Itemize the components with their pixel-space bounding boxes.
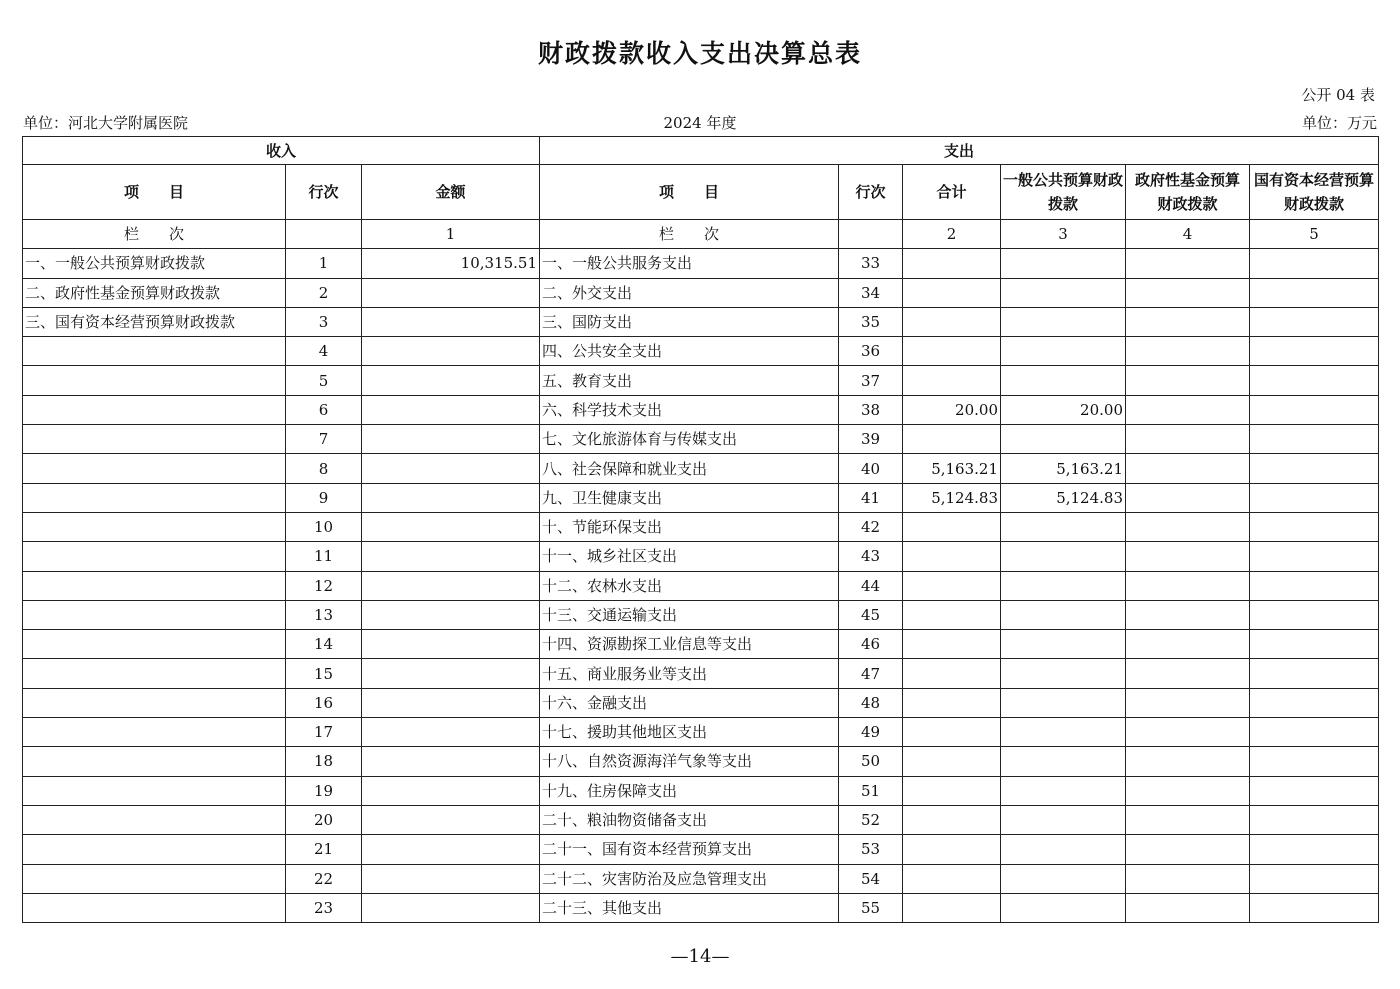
table-row: [23, 337, 1379, 366]
income-row-cell: 15: [286, 659, 362, 688]
income-row-cell: 6: [286, 395, 362, 424]
gov-fund-cell: [1126, 835, 1250, 864]
state-capital-cell: [1250, 337, 1379, 366]
expense-row-cell: 39: [839, 425, 903, 454]
income-row-cell: 17: [286, 718, 362, 747]
col-index-5: 5: [1250, 220, 1379, 249]
state-capital-cell: [1250, 805, 1379, 834]
general-budget-cell: 5,163.21: [1001, 454, 1126, 483]
income-amount-cell: [362, 542, 540, 571]
state-capital-cell: [1250, 542, 1379, 571]
state-capital-cell: [1250, 483, 1379, 512]
general-budget-cell: [1001, 600, 1126, 629]
col-label-income: 栏 次: [23, 220, 286, 249]
income-row-cell: 3: [286, 307, 362, 336]
table-row: [23, 718, 1379, 747]
income-item-cell: [23, 571, 286, 600]
income-amount-cell: [362, 805, 540, 834]
table-row: [23, 542, 1379, 571]
income-row-cell: 14: [286, 630, 362, 659]
general-budget-cell: [1001, 249, 1126, 278]
state-capital-cell: [1250, 630, 1379, 659]
income-amount-cell: [362, 776, 540, 805]
currency-unit: 单位：万元: [1301, 114, 1377, 132]
gov-fund-cell: [1126, 776, 1250, 805]
state-capital-cell: [1250, 893, 1379, 922]
gov-fund-cell: [1126, 307, 1250, 336]
table-row: [23, 747, 1379, 776]
income-row-cell: 19: [286, 776, 362, 805]
general-budget-cell: [1001, 512, 1126, 541]
income-amount-cell: [362, 425, 540, 454]
expense-item-header: 项 目: [540, 165, 839, 220]
general-budget-cell: [1001, 542, 1126, 571]
table-row: [23, 659, 1379, 688]
expense-row-cell: 34: [839, 278, 903, 307]
expense-item-cell: 四、公共安全支出: [540, 337, 839, 366]
column-index-row: [23, 220, 1379, 249]
income-amount-cell: [362, 571, 540, 600]
general-budget-cell: [1001, 278, 1126, 307]
table-row: [23, 395, 1379, 424]
income-row-header: 行次: [286, 165, 362, 220]
income-row-cell: 12: [286, 571, 362, 600]
income-amount-cell: [362, 512, 540, 541]
expense-row-cell: 41: [839, 483, 903, 512]
expense-item-cell: 十七、援助其他地区支出: [540, 718, 839, 747]
table-row: [23, 776, 1379, 805]
gov-fund-cell: [1126, 630, 1250, 659]
gov-fund-cell: [1126, 425, 1250, 454]
total-cell: [903, 249, 1001, 278]
total-cell: 5,163.21: [903, 454, 1001, 483]
table-row: [23, 278, 1379, 307]
header-row-group: [23, 137, 1379, 165]
general-budget-header: 一般公共预算财政拨款: [1001, 165, 1126, 220]
total-cell: [903, 835, 1001, 864]
col-index-empty: [839, 220, 903, 249]
general-budget-cell: [1001, 864, 1126, 893]
general-budget-cell: 20.00: [1001, 395, 1126, 424]
general-budget-cell: [1001, 893, 1126, 922]
table-row: [23, 864, 1379, 893]
gov-fund-cell: [1126, 542, 1250, 571]
expense-item-cell: 十六、金融支出: [540, 688, 839, 717]
income-row-cell: 21: [286, 835, 362, 864]
expense-row-cell: 52: [839, 805, 903, 834]
expense-row-cell: 53: [839, 835, 903, 864]
expense-item-cell: 五、教育支出: [540, 366, 839, 395]
income-amount-cell: [362, 659, 540, 688]
expense-item-cell: 十二、农林水支出: [540, 571, 839, 600]
income-amount-cell: [362, 893, 540, 922]
income-amount-cell: [362, 278, 540, 307]
income-amount-header: 金额: [362, 165, 540, 220]
income-item-cell: [23, 893, 286, 922]
reporting-unit: 单位：河北大学附属医院: [23, 114, 189, 132]
gov-fund-cell: [1126, 571, 1250, 600]
income-amount-cell: [362, 454, 540, 483]
state-capital-cell: [1250, 307, 1379, 336]
income-item-cell: [23, 864, 286, 893]
income-item-cell: [23, 425, 286, 454]
state-capital-cell: [1250, 747, 1379, 776]
income-item-cell: [23, 395, 286, 424]
state-capital-cell: [1250, 425, 1379, 454]
gov-fund-header: 政府性基金预算财政拨款: [1126, 165, 1250, 220]
total-cell: [903, 805, 1001, 834]
expense-item-cell: 六、科学技术支出: [540, 395, 839, 424]
expense-row-cell: 54: [839, 864, 903, 893]
general-budget-cell: [1001, 571, 1126, 600]
expense-row-cell: 42: [839, 512, 903, 541]
income-item-cell: [23, 659, 286, 688]
page-title: 财政拨款收入支出决算总表: [537, 39, 862, 68]
expense-item-cell: 十四、资源勘探工业信息等支出: [540, 630, 839, 659]
state-capital-cell: [1250, 864, 1379, 893]
expense-item-cell: 八、社会保障和就业支出: [540, 454, 839, 483]
income-item-cell: 三、国有资本经营预算财政拨款: [23, 307, 286, 336]
income-row-cell: 18: [286, 747, 362, 776]
total-cell: [903, 630, 1001, 659]
income-amount-cell: [362, 483, 540, 512]
expense-row-cell: 48: [839, 688, 903, 717]
expense-row-cell: 50: [839, 747, 903, 776]
table-row: [23, 425, 1379, 454]
total-header: 合计: [903, 165, 1001, 220]
general-budget-cell: [1001, 688, 1126, 717]
col-index-3: 3: [1001, 220, 1126, 249]
expense-row-cell: 33: [839, 249, 903, 278]
income-item-header: 项 目: [23, 165, 286, 220]
expense-row-cell: 45: [839, 600, 903, 629]
gov-fund-cell: [1126, 864, 1250, 893]
income-row-cell: 20: [286, 805, 362, 834]
table-row: [23, 805, 1379, 834]
gov-fund-cell: [1126, 395, 1250, 424]
income-item-cell: [23, 835, 286, 864]
expense-row-cell: 44: [839, 571, 903, 600]
income-amount-cell: [362, 747, 540, 776]
expense-row-cell: 51: [839, 776, 903, 805]
income-amount-cell: [362, 395, 540, 424]
general-budget-cell: [1001, 630, 1126, 659]
state-capital-cell: [1250, 278, 1379, 307]
state-capital-cell: [1250, 688, 1379, 717]
state-capital-header: 国有资本经营预算财政拨款: [1250, 165, 1379, 220]
total-cell: [903, 776, 1001, 805]
col-index-2: 2: [903, 220, 1001, 249]
table-row: [23, 688, 1379, 717]
state-capital-cell: [1250, 366, 1379, 395]
general-budget-cell: [1001, 805, 1126, 834]
income-item-cell: [23, 688, 286, 717]
total-cell: [903, 278, 1001, 307]
table-code: 公开 04 表: [1301, 86, 1375, 104]
expense-row-cell: 40: [839, 454, 903, 483]
income-amount-cell: [362, 600, 540, 629]
income-row-cell: 10: [286, 512, 362, 541]
total-cell: [903, 659, 1001, 688]
table-row: [23, 600, 1379, 629]
income-row-cell: 2: [286, 278, 362, 307]
gov-fund-cell: [1126, 659, 1250, 688]
income-item-cell: [23, 483, 286, 512]
income-amount-cell: [362, 307, 540, 336]
general-budget-cell: [1001, 337, 1126, 366]
col-index-4: 4: [1126, 220, 1250, 249]
expense-row-cell: 47: [839, 659, 903, 688]
gov-fund-cell: [1126, 747, 1250, 776]
income-item-cell: [23, 454, 286, 483]
total-cell: [903, 512, 1001, 541]
expense-row-cell: 37: [839, 366, 903, 395]
table-row: [23, 249, 1379, 278]
income-row-cell: 23: [286, 893, 362, 922]
state-capital-cell: [1250, 776, 1379, 805]
gov-fund-cell: [1126, 718, 1250, 747]
income-amount-cell: [362, 688, 540, 717]
general-budget-cell: [1001, 835, 1126, 864]
total-cell: [903, 600, 1001, 629]
income-row-cell: 8: [286, 454, 362, 483]
income-amount-cell: [362, 718, 540, 747]
income-item-cell: 一、一般公共预算财政拨款: [23, 249, 286, 278]
total-cell: [903, 747, 1001, 776]
expense-item-cell: 二、外交支出: [540, 278, 839, 307]
col-index-1: 1: [362, 220, 540, 249]
general-budget-cell: [1001, 425, 1126, 454]
gov-fund-cell: [1126, 512, 1250, 541]
table-row: [23, 835, 1379, 864]
expense-item-cell: 十、节能环保支出: [540, 512, 839, 541]
total-cell: [903, 542, 1001, 571]
income-amount-cell: [362, 630, 540, 659]
gov-fund-cell: [1126, 893, 1250, 922]
expense-row-cell: 38: [839, 395, 903, 424]
total-cell: [903, 425, 1001, 454]
general-budget-cell: [1001, 747, 1126, 776]
page-number: —14—: [670, 946, 730, 967]
fiscal-year: 2024 年度: [663, 114, 737, 132]
income-amount-cell: [362, 366, 540, 395]
income-row-cell: 9: [286, 483, 362, 512]
state-capital-cell: [1250, 395, 1379, 424]
table-row: [23, 893, 1379, 922]
general-budget-cell: [1001, 718, 1126, 747]
expense-item-cell: 二十二、灾害防治及应急管理支出: [540, 864, 839, 893]
expense-row-cell: 36: [839, 337, 903, 366]
income-item-cell: [23, 337, 286, 366]
expense-row-cell: 46: [839, 630, 903, 659]
table-row: [23, 307, 1379, 336]
col-index-empty: [286, 220, 362, 249]
col-label-expense: 栏 次: [540, 220, 839, 249]
total-cell: 20.00: [903, 395, 1001, 424]
total-cell: [903, 688, 1001, 717]
income-amount-cell: [362, 864, 540, 893]
expense-item-cell: 九、卫生健康支出: [540, 483, 839, 512]
total-cell: [903, 571, 1001, 600]
header-row-columns: [23, 165, 1379, 220]
income-row-cell: 22: [286, 864, 362, 893]
state-capital-cell: [1250, 659, 1379, 688]
total-cell: [903, 337, 1001, 366]
table-row: [23, 512, 1379, 541]
meta-row: [23, 112, 1377, 132]
total-cell: [903, 366, 1001, 395]
expense-item-cell: 十三、交通运输支出: [540, 600, 839, 629]
expense-row-header: 行次: [839, 165, 903, 220]
income-item-cell: [23, 805, 286, 834]
income-row-cell: 16: [286, 688, 362, 717]
income-item-cell: [23, 747, 286, 776]
state-capital-cell: [1250, 718, 1379, 747]
table-row: [23, 366, 1379, 395]
expense-row-cell: 35: [839, 307, 903, 336]
total-cell: [903, 864, 1001, 893]
total-cell: [903, 307, 1001, 336]
expense-item-cell: 十一、城乡社区支出: [540, 542, 839, 571]
table-row: [23, 571, 1379, 600]
expense-item-cell: 二十、粮油物资储备支出: [540, 805, 839, 834]
income-item-cell: [23, 718, 286, 747]
expense-item-cell: 三、国防支出: [540, 307, 839, 336]
general-budget-cell: [1001, 776, 1126, 805]
income-item-cell: [23, 542, 286, 571]
expense-item-cell: 十八、自然资源海洋气象等支出: [540, 747, 839, 776]
expense-item-cell: 七、文化旅游体育与传媒支出: [540, 425, 839, 454]
gov-fund-cell: [1126, 688, 1250, 717]
income-item-cell: 二、政府性基金预算财政拨款: [23, 278, 286, 307]
gov-fund-cell: [1126, 278, 1250, 307]
state-capital-cell: [1250, 835, 1379, 864]
expense-header: 支出: [540, 137, 1379, 165]
gov-fund-cell: [1126, 454, 1250, 483]
table-row: [23, 483, 1379, 512]
income-header: 收入: [23, 137, 540, 165]
table-row: [23, 630, 1379, 659]
expense-item-cell: 二十一、国有资本经营预算支出: [540, 835, 839, 864]
general-budget-cell: [1001, 366, 1126, 395]
income-item-cell: [23, 366, 286, 395]
income-amount-cell: [362, 835, 540, 864]
income-row-cell: 5: [286, 366, 362, 395]
gov-fund-cell: [1126, 483, 1250, 512]
income-row-cell: 1: [286, 249, 362, 278]
total-cell: [903, 893, 1001, 922]
income-amount-cell: [362, 337, 540, 366]
income-item-cell: [23, 512, 286, 541]
gov-fund-cell: [1126, 600, 1250, 629]
income-row-cell: 13: [286, 600, 362, 629]
gov-fund-cell: [1126, 249, 1250, 278]
expense-item-cell: 十九、住房保障支出: [540, 776, 839, 805]
budget-table: [22, 136, 1379, 923]
state-capital-cell: [1250, 249, 1379, 278]
expense-item-cell: 一、一般公共服务支出: [540, 249, 839, 278]
gov-fund-cell: [1126, 805, 1250, 834]
expense-item-cell: 十五、商业服务业等支出: [540, 659, 839, 688]
state-capital-cell: [1250, 512, 1379, 541]
state-capital-cell: [1250, 600, 1379, 629]
expense-row-cell: 49: [839, 718, 903, 747]
expense-row-cell: 43: [839, 542, 903, 571]
expense-item-cell: 二十三、其他支出: [540, 893, 839, 922]
income-row-cell: 11: [286, 542, 362, 571]
gov-fund-cell: [1126, 337, 1250, 366]
total-cell: [903, 718, 1001, 747]
income-row-cell: 4: [286, 337, 362, 366]
income-item-cell: [23, 776, 286, 805]
expense-row-cell: 55: [839, 893, 903, 922]
total-cell: 5,124.83: [903, 483, 1001, 512]
general-budget-cell: [1001, 307, 1126, 336]
general-budget-cell: [1001, 659, 1126, 688]
income-item-cell: [23, 630, 286, 659]
state-capital-cell: [1250, 571, 1379, 600]
income-row-cell: 7: [286, 425, 362, 454]
table-row: [23, 454, 1379, 483]
general-budget-cell: 5,124.83: [1001, 483, 1126, 512]
state-capital-cell: [1250, 454, 1379, 483]
income-amount-cell: 10,315.51: [362, 249, 540, 278]
income-item-cell: [23, 600, 286, 629]
gov-fund-cell: [1126, 366, 1250, 395]
